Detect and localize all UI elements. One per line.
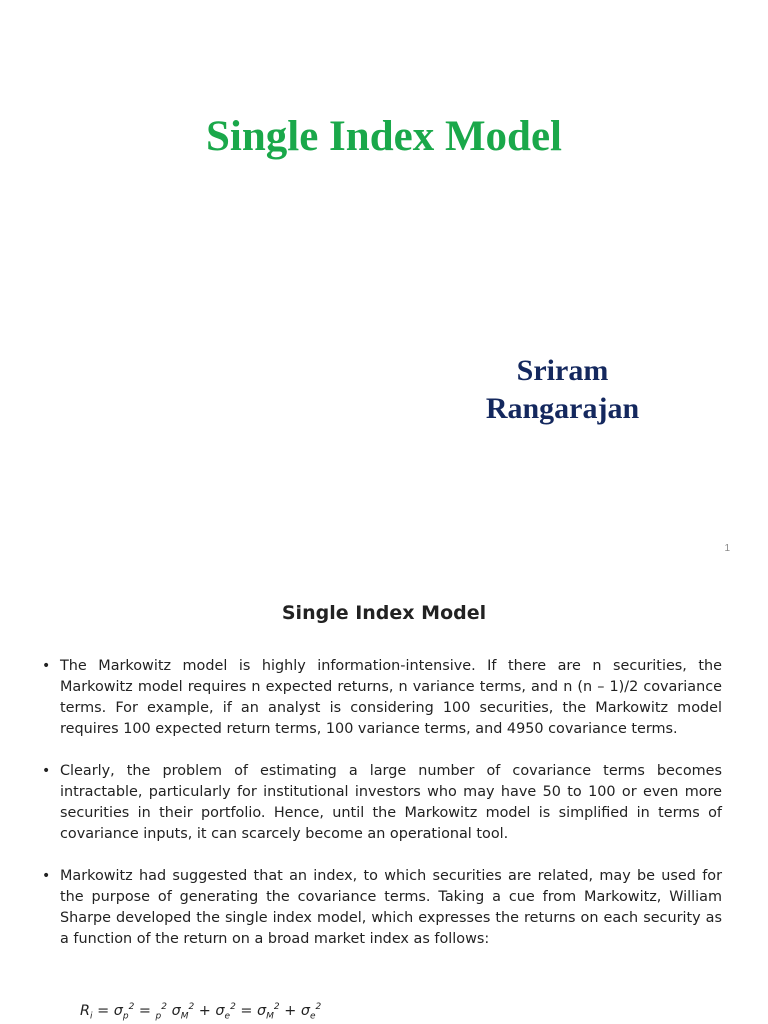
slide-1-title: Single Index Model (206, 113, 562, 160)
list-item (42, 761, 722, 845)
list-item (42, 656, 722, 740)
page-number: 1 (724, 543, 730, 554)
bullet-icon: • (42, 868, 51, 884)
bullet-text: The Markowitz model is highly information-intensive. If there are n securities, the Markowitz model requires n expected returns, n variance terms, and n (n – 1)/2 covariance terms. For example, if an analyst is considering 100 securities, the Markowitz model requires 100 expected return terms, 100 variance terms, and 4950 covariance terms. (60, 658, 722, 737)
author-name (440, 352, 685, 428)
bullet-list (42, 656, 722, 971)
author-last-name: Rangarajan (485, 392, 640, 425)
bullet-text: Clearly, the problem of estimating a large number of covariance terms becomes intractable, particularly for institutional investors who may have 50 to 100 or even more securities in their portfolio. Hence, until the Markowitz model is simplified in terms of covariance inputs, it can scarcely become an operational tool. (60, 763, 722, 842)
bullet-icon: • (42, 658, 51, 674)
bullet-text: Markowitz had suggested that an index, to which securities are related, may be used for the purpose of generating the covariance terms. Taking a cue from Markowitz, William Sharpe developed the single index model, which expresses the returns on each security as a function of the return on a broad market index as follows: (60, 868, 722, 947)
slide-2 (0, 570, 768, 1024)
author-first-name: Sriram (516, 354, 609, 387)
formula: $R_i = \sigma_p^2 = _p^2$ $\sigma_M^2 + \sigma_e^2 = \sigma_M^2 + \sigma_e^2$ (80, 1002, 322, 1022)
slide-2-title: Single Index Model (281, 602, 487, 624)
bullet-icon: • (42, 763, 51, 779)
list-item (42, 866, 722, 950)
